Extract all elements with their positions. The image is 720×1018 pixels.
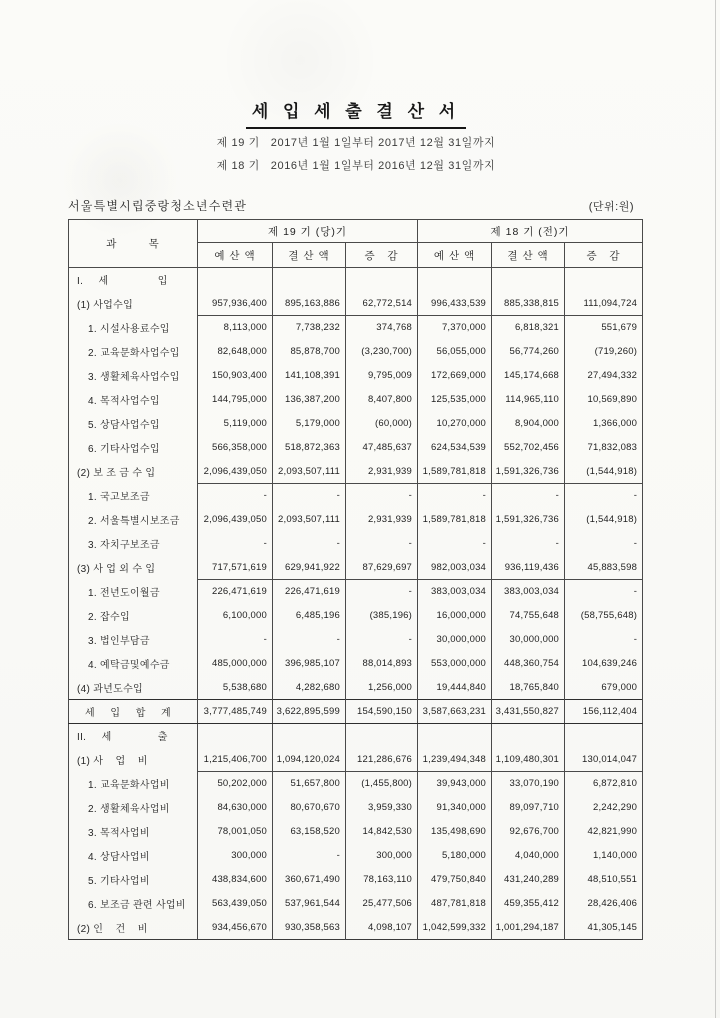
value-cell: - (198, 628, 273, 652)
subject-cell: 6. 보조금 관련 사업비 (69, 892, 198, 916)
table-row (69, 700, 643, 724)
value-cell: 6,100,000 (198, 604, 273, 628)
value-cell (198, 724, 273, 748)
subject-cell: 3. 생활체육사업수입 (69, 364, 198, 388)
fiscal-period-lines (0, 132, 712, 178)
table-row (69, 724, 643, 748)
value-cell: 1,256,000 (346, 676, 418, 700)
subject-cell: 3. 목적사업비 (69, 820, 198, 844)
value-cell: 3,777,485,749 (198, 700, 273, 724)
value-cell: 1,589,781,818 (418, 460, 492, 484)
value-cell: - (418, 532, 492, 556)
table-row (69, 892, 643, 916)
value-cell: 136,387,200 (273, 388, 346, 412)
value-cell: (60,000) (346, 412, 418, 436)
value-cell: 459,355,412 (492, 892, 565, 916)
value-cell: 150,903,400 (198, 364, 273, 388)
value-cell: 518,872,363 (273, 436, 346, 460)
value-cell: - (565, 484, 643, 508)
table-row (69, 412, 643, 436)
value-cell: 63,158,520 (273, 820, 346, 844)
settlement-table (68, 219, 643, 940)
scan-edge-shadow (715, 0, 716, 1018)
value-cell: - (273, 844, 346, 868)
value-cell: 431,240,289 (492, 868, 565, 892)
value-cell: 89,097,710 (492, 796, 565, 820)
value-cell: - (565, 628, 643, 652)
value-cell: 145,174,668 (492, 364, 565, 388)
value-cell: 479,750,840 (418, 868, 492, 892)
value-cell: 3,431,550,827 (492, 700, 565, 724)
subject-cell: (1) 사 업 비 (69, 748, 198, 772)
value-cell: 8,904,000 (492, 412, 565, 436)
value-cell: 14,842,530 (346, 820, 418, 844)
value-cell: 10,270,000 (418, 412, 492, 436)
table-row (69, 796, 643, 820)
col-header-budget-term18: 예 산 액 (418, 243, 492, 268)
table-row (69, 844, 643, 868)
value-cell: 2,242,290 (565, 796, 643, 820)
value-cell: 30,000,000 (418, 628, 492, 652)
value-cell: 1,094,120,024 (273, 748, 346, 772)
subject-cell: 2. 생활체육사업비 (69, 796, 198, 820)
value-cell: 6,485,196 (273, 604, 346, 628)
value-cell: 982,003,034 (418, 556, 492, 580)
col-header-subject: 과 목 (69, 220, 198, 268)
value-cell (418, 724, 492, 748)
value-cell (273, 268, 346, 292)
subject-cell: 2. 서울특별시보조금 (69, 508, 198, 532)
table-row (69, 772, 643, 796)
col-header-difference-term18: 증 감 (565, 243, 643, 268)
value-cell: 172,669,000 (418, 364, 492, 388)
subject-cell: (2) 인 건 비 (69, 916, 198, 940)
value-cell: - (346, 484, 418, 508)
group-header-term19: 제 19 기 (당)기 (198, 220, 418, 243)
value-cell: - (273, 532, 346, 556)
value-cell: 566,358,000 (198, 436, 273, 460)
value-cell: 1,215,406,700 (198, 748, 273, 772)
value-cell: - (273, 628, 346, 652)
value-cell: 4,098,107 (346, 916, 418, 940)
value-cell: 2,096,439,050 (198, 460, 273, 484)
value-cell: 2,093,507,111 (273, 508, 346, 532)
table-row (69, 460, 643, 484)
value-cell: 438,834,600 (198, 868, 273, 892)
value-cell (346, 724, 418, 748)
value-cell: 33,070,190 (492, 772, 565, 796)
value-cell: (1,544,918) (565, 460, 643, 484)
subject-cell: 1. 국고보조금 (69, 484, 198, 508)
value-cell: 383,003,034 (418, 580, 492, 604)
table-row (69, 532, 643, 556)
value-cell: 6,818,321 (492, 316, 565, 340)
table-row (69, 364, 643, 388)
value-cell: (3,230,700) (346, 340, 418, 364)
col-header-settled-term18: 결 산 액 (492, 243, 565, 268)
value-cell: 111,094,724 (565, 292, 643, 316)
value-cell: 121,286,676 (346, 748, 418, 772)
value-cell: 42,821,990 (565, 820, 643, 844)
table-meta-row (68, 197, 642, 214)
value-cell: - (565, 532, 643, 556)
value-cell: 930,358,563 (273, 916, 346, 940)
value-cell: 5,179,000 (273, 412, 346, 436)
subject-cell: 5. 기타사업비 (69, 868, 198, 892)
value-cell: (719,260) (565, 340, 643, 364)
subject-cell: 1. 교육문화사업비 (69, 772, 198, 796)
value-cell: 553,000,000 (418, 652, 492, 676)
value-cell: 87,629,697 (346, 556, 418, 580)
value-cell: (1,544,918) (565, 508, 643, 532)
value-cell: 47,485,637 (346, 436, 418, 460)
col-header-difference-term19: 증 감 (346, 243, 418, 268)
unit-note: (단위:원) (588, 201, 634, 213)
subject-cell: 4. 상담사업비 (69, 844, 198, 868)
value-cell: 92,676,700 (492, 820, 565, 844)
value-cell: 1,042,599,332 (418, 916, 492, 940)
value-cell: 85,878,700 (273, 340, 346, 364)
value-cell: 41,305,145 (565, 916, 643, 940)
value-cell: 2,931,939 (346, 460, 418, 484)
value-cell: 4,282,680 (273, 676, 346, 700)
value-cell: 1,366,000 (565, 412, 643, 436)
value-cell: 5,180,000 (418, 844, 492, 868)
subject-cell: I. 세 입 (69, 268, 198, 292)
value-cell: 45,883,598 (565, 556, 643, 580)
value-cell: 88,014,893 (346, 652, 418, 676)
value-cell: 2,093,507,111 (273, 460, 346, 484)
value-cell: 934,456,670 (198, 916, 273, 940)
value-cell: 936,119,436 (492, 556, 565, 580)
value-cell: 957,936,400 (198, 292, 273, 316)
table-row (69, 580, 643, 604)
value-cell (198, 268, 273, 292)
value-cell: 28,426,406 (565, 892, 643, 916)
table-row (69, 484, 643, 508)
group-header-term18: 제 18 기 (전)기 (418, 220, 643, 243)
value-cell: 679,000 (565, 676, 643, 700)
value-cell: 3,959,330 (346, 796, 418, 820)
value-cell: 996,433,539 (418, 292, 492, 316)
value-cell: 300,000 (198, 844, 273, 868)
subject-cell: 세 입 합 계 (69, 700, 198, 724)
value-cell: 80,670,670 (273, 796, 346, 820)
table-row (69, 628, 643, 652)
value-cell: 135,498,690 (418, 820, 492, 844)
value-cell: 1,109,480,301 (492, 748, 565, 772)
value-cell: 396,985,107 (273, 652, 346, 676)
value-cell: 3,587,663,231 (418, 700, 492, 724)
value-cell: 1,589,781,818 (418, 508, 492, 532)
value-cell: 9,795,009 (346, 364, 418, 388)
value-cell: - (565, 580, 643, 604)
value-cell: 71,832,083 (565, 436, 643, 460)
value-cell (565, 724, 643, 748)
value-cell: - (418, 484, 492, 508)
value-cell: 885,338,815 (492, 292, 565, 316)
value-cell: 2,931,939 (346, 508, 418, 532)
value-cell: 18,765,840 (492, 676, 565, 700)
value-cell: 62,772,514 (346, 292, 418, 316)
value-cell: 30,000,000 (492, 628, 565, 652)
value-cell: 448,360,754 (492, 652, 565, 676)
value-cell: 487,781,818 (418, 892, 492, 916)
subject-cell: 3. 자치구보조금 (69, 532, 198, 556)
subject-cell: 6. 기타사업수입 (69, 436, 198, 460)
subject-cell: 2. 교육문화사업수입 (69, 340, 198, 364)
value-cell: - (346, 580, 418, 604)
value-cell: - (198, 532, 273, 556)
value-cell: 1,591,326,736 (492, 508, 565, 532)
value-cell: 2,096,439,050 (198, 508, 273, 532)
value-cell: (1,455,800) (346, 772, 418, 796)
value-cell: 1,140,000 (565, 844, 643, 868)
value-cell: 48,510,551 (565, 868, 643, 892)
value-cell: 141,108,391 (273, 364, 346, 388)
value-cell: 1,001,294,187 (492, 916, 565, 940)
table-row (69, 820, 643, 844)
value-cell: 51,657,800 (273, 772, 346, 796)
value-cell: 629,941,922 (273, 556, 346, 580)
value-cell: 144,795,000 (198, 388, 273, 412)
value-cell: 3,622,895,599 (273, 700, 346, 724)
value-cell: 39,943,000 (418, 772, 492, 796)
table-row (69, 388, 643, 412)
table-row (69, 436, 643, 460)
value-cell: 27,494,332 (565, 364, 643, 388)
value-cell: 226,471,619 (273, 580, 346, 604)
value-cell (346, 268, 418, 292)
value-cell: 5,119,000 (198, 412, 273, 436)
subject-cell: 2. 잡수입 (69, 604, 198, 628)
value-cell: 1,239,494,348 (418, 748, 492, 772)
value-cell: 563,439,050 (198, 892, 273, 916)
table-row (69, 604, 643, 628)
subject-cell: (4) 과년도수입 (69, 676, 198, 700)
value-cell: 4,040,000 (492, 844, 565, 868)
value-cell: 8,113,000 (198, 316, 273, 340)
value-cell: - (346, 628, 418, 652)
document-title: 세 입 세 출 결 산 서 (246, 97, 466, 129)
value-cell: 360,671,490 (273, 868, 346, 892)
table-row (69, 556, 643, 580)
value-cell: 84,630,000 (198, 796, 273, 820)
value-cell: 300,000 (346, 844, 418, 868)
value-cell: 104,639,246 (565, 652, 643, 676)
value-cell (492, 268, 565, 292)
value-cell: 78,001,050 (198, 820, 273, 844)
value-cell: - (492, 532, 565, 556)
value-cell: 624,534,539 (418, 436, 492, 460)
value-cell: 7,370,000 (418, 316, 492, 340)
value-cell (492, 724, 565, 748)
value-cell: 74,755,648 (492, 604, 565, 628)
subject-cell: 4. 목적사업수입 (69, 388, 198, 412)
value-cell: 10,569,890 (565, 388, 643, 412)
value-cell: 56,774,260 (492, 340, 565, 364)
col-header-budget-term19: 예 산 액 (198, 243, 273, 268)
subject-cell: (2) 보 조 금 수 입 (69, 460, 198, 484)
value-cell: 717,571,619 (198, 556, 273, 580)
value-cell: 50,202,000 (198, 772, 273, 796)
value-cell: 25,477,506 (346, 892, 418, 916)
subject-cell: II. 세 출 (69, 724, 198, 748)
value-cell: - (346, 532, 418, 556)
value-cell: (58,755,648) (565, 604, 643, 628)
value-cell: 7,738,232 (273, 316, 346, 340)
value-cell: - (492, 484, 565, 508)
value-cell: 551,679 (565, 316, 643, 340)
table-row (69, 676, 643, 700)
value-cell: 8,407,800 (346, 388, 418, 412)
value-cell: 1,591,326,736 (492, 460, 565, 484)
subject-cell: (3) 사 업 외 수 입 (69, 556, 198, 580)
value-cell: 6,872,810 (565, 772, 643, 796)
table-row (69, 268, 643, 292)
value-cell: 82,648,000 (198, 340, 273, 364)
value-cell (565, 268, 643, 292)
value-cell: 5,538,680 (198, 676, 273, 700)
value-cell: 114,965,110 (492, 388, 565, 412)
period-line-term18: 제 18 기 2016년 1월 1일부터 2016년 12월 31일까지 (216, 160, 496, 172)
value-cell: 78,163,110 (346, 868, 418, 892)
subject-cell: 5. 상담사업수입 (69, 412, 198, 436)
value-cell: 125,535,000 (418, 388, 492, 412)
value-cell: 130,014,047 (565, 748, 643, 772)
value-cell: 537,961,544 (273, 892, 346, 916)
value-cell: 226,471,619 (198, 580, 273, 604)
subject-cell: 1. 전년도이월금 (69, 580, 198, 604)
table-row (69, 340, 643, 364)
organization-name: 서울특별시립중랑청소년수련관 (68, 199, 248, 213)
subject-cell: 1. 시설사용료수입 (69, 316, 198, 340)
value-cell: (385,196) (346, 604, 418, 628)
value-cell: 374,768 (346, 316, 418, 340)
value-cell (418, 268, 492, 292)
value-cell: - (198, 484, 273, 508)
table-row (69, 748, 643, 772)
value-cell (273, 724, 346, 748)
table-row (69, 916, 643, 940)
value-cell: 156,112,404 (565, 700, 643, 724)
table-row (69, 508, 643, 532)
table-row (69, 292, 643, 316)
value-cell: 19,444,840 (418, 676, 492, 700)
subject-cell: (1) 사업수입 (69, 292, 198, 316)
subject-cell: 4. 예탁금및예수금 (69, 652, 198, 676)
subject-cell: 3. 법인부담금 (69, 628, 198, 652)
table-row (69, 316, 643, 340)
value-cell: - (273, 484, 346, 508)
value-cell: 16,000,000 (418, 604, 492, 628)
value-cell: 485,000,000 (198, 652, 273, 676)
value-cell: 552,702,456 (492, 436, 565, 460)
value-cell: 56,055,000 (418, 340, 492, 364)
value-cell: 895,163,886 (273, 292, 346, 316)
col-header-settled-term19: 결 산 액 (273, 243, 346, 268)
period-line-term19: 제 19 기 2017년 1월 1일부터 2017년 12월 31일까지 (216, 137, 496, 149)
table-row (69, 652, 643, 676)
value-cell: 91,340,000 (418, 796, 492, 820)
table-row (69, 868, 643, 892)
value-cell: 154,590,150 (346, 700, 418, 724)
value-cell: 383,003,034 (492, 580, 565, 604)
